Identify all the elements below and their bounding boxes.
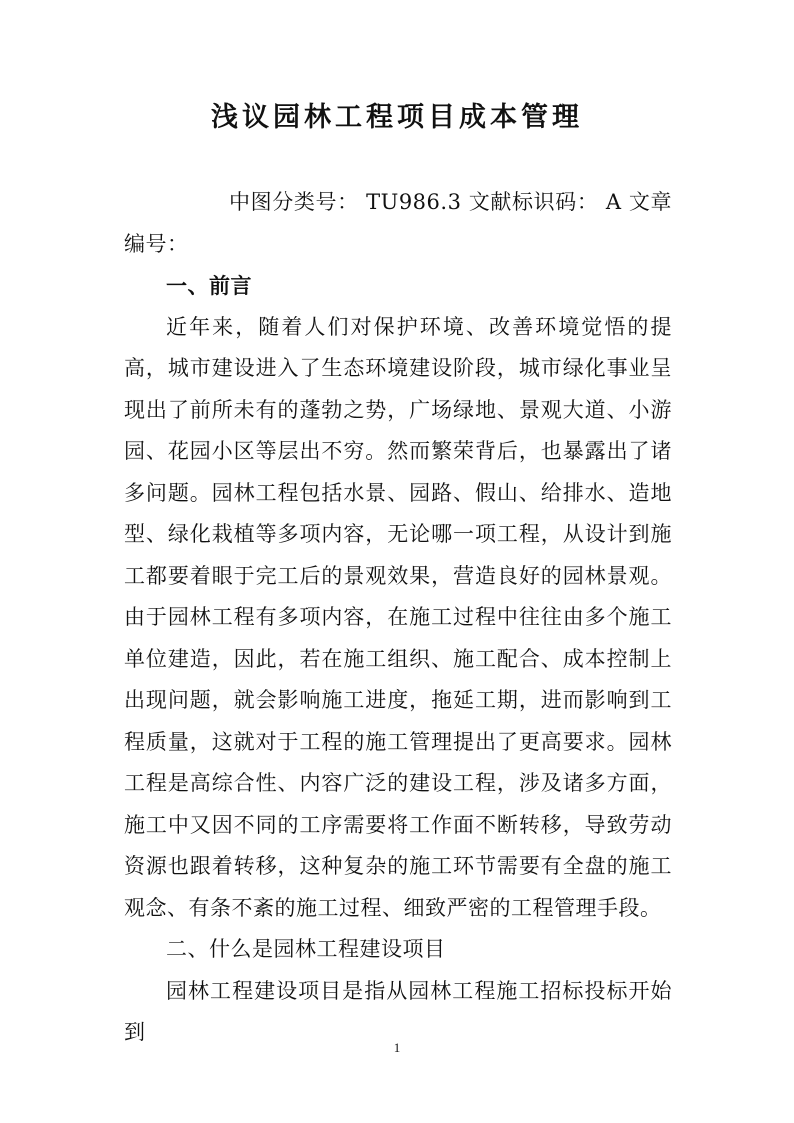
- section-heading-preface: 一、前言: [166, 273, 252, 298]
- document-body: [124, 182, 672, 1054]
- page-number: 1: [393, 1040, 401, 1055]
- classification-meta: 中图分类号： TU986.3 文献标识码： A 文章编号：: [124, 190, 672, 256]
- section-paragraph-what-is-project: 园林工程建设项目是指从园林工程施工招标投标开始到: [124, 978, 672, 1044]
- section-paragraph-preface: 近年来，随着人们对保护环境、改善环境觉悟的提高，城市建设进入了生态环境建设阶段，城市绿化事业呈现出了前所未有的蓬勃之势，广场绿地、景观大道、小游园、花园小区等层出不穷。然而繁荣背后，也暴露出了诸多问题。园林工程包括水景、园路、假山、给排水、造地型、绿化栽植等多项内容，无论哪一项工程，从设计到施工都要着眼于完工后的景观效果，营造良好的园林景观。由于园林工程有多项内容，在施工过程中往往由多个施工单位建造，因此，若在施工组织、施工配合、成本控制上出现问题，就会影响施工进度，拖延工期，进而影响到工程质量，这就对于工程的施工管理提出了更高要求。园林工程是高综合性、内容广泛的建设工程，涉及诸多方面，施工中又因不同的工序需要将工作面不断转移，导致劳动资源也跟着转移，这种复杂的施工环节需要有全盘的施工观念、有条不紊的施工过程、细致严密的工程管理手段。: [124, 314, 672, 920]
- section-heading-what-is-project: 二、什么是园林工程建设项目: [166, 937, 446, 961]
- document-title: 浅议园林工程项目成本管理: [211, 102, 583, 133]
